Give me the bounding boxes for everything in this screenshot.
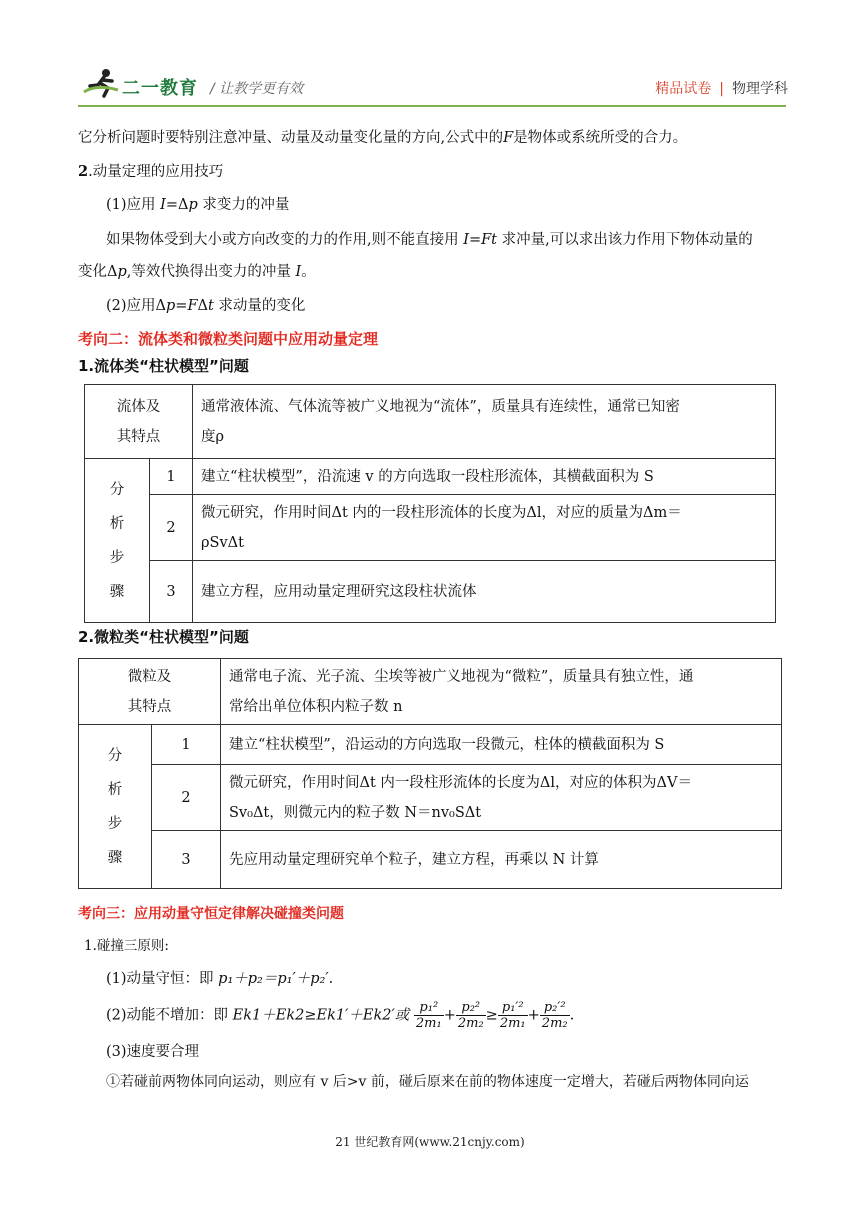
step-number: 2 xyxy=(150,495,193,561)
runner-logo-icon xyxy=(82,68,122,98)
feature-text-cell: 通常电子流、光子流、尘埃等被广义地视为“微粒”，质量具有独立性，通 常给出单位体积内粒子数 n xyxy=(221,659,782,725)
header-divider xyxy=(78,105,786,107)
fraction: $\frac{\text{p₁²}}{\text{2m₁}}$ xyxy=(415,1000,442,1031)
header-separator: | xyxy=(719,81,724,97)
step-text: 建立“柱状模型”，沿运动的方向选取一段微元，柱体的横截面积为 S xyxy=(221,725,782,765)
fraction: $\frac{\text{p₂²}}{\text{2m₂}}$ xyxy=(457,1000,484,1031)
paragraph-line: ①若碰前两物体同向运动，则应有 v 后>v 前，碰后原来在前的物体速度一定增大，若碰后两物体同向运 xyxy=(106,1074,749,1090)
step-text: 微元研究，作用时间Δt 内的一段柱形流体的长度为Δl，对应的质量为Δm＝ ρSvΔt xyxy=(193,495,776,561)
step-number: 3 xyxy=(152,831,221,889)
feature-label-cell: 微粒及 其特点 xyxy=(79,659,221,725)
feature-text-cell: 通常液体流、气体流等被广义地视为“流体”，质量具有连续性，通常已知密 度ρ xyxy=(193,385,776,459)
paragraph-line: (2)动能不增加：即 Ek1＋Ek2≥Ek1′＋Ek2′或 $\frac{\text{p₁²}}{\text{2m₁}}$ + $\frac{\text{p₂²}}{\text{2m₂}}$ ≥ $\frac{\text{p₁′²}}{\text{2m₁}}$ + $\frac{\text{p₂′²}}{\text{2m₂}}$ . xyxy=(106,1000,575,1031)
sub-heading: 1.流体类“柱状模型”问题 xyxy=(78,357,249,375)
feature-label-cell: 流体及 其特点 xyxy=(85,385,193,459)
paragraph-line: 变化Δp,等效代换得出变力的冲量 I。 xyxy=(78,264,316,280)
slogan: / 让教学更有效 xyxy=(210,81,304,97)
step-number: 1 xyxy=(152,725,221,765)
topic-heading: 考向二：流体类和微粒类问题中应用动量定理 xyxy=(78,330,379,348)
step-text: 建立方程，应用动量定理研究这段柱状流体 xyxy=(193,561,776,623)
paragraph-line: 它分析问题时要特别注意冲量、动量及动量变化量的方向,公式中的F是物体或系统所受的合力。 xyxy=(78,130,688,146)
header-label-a: 精品试卷 xyxy=(655,81,712,97)
step-number: 1 xyxy=(150,459,193,495)
steps-label-cell: 分 析 步 骤 xyxy=(79,725,152,889)
paragraph-line: 1.碰撞三原则: xyxy=(84,938,169,954)
page-header xyxy=(78,68,788,104)
fluid-model-table xyxy=(84,384,776,623)
paragraph-line: (2)应用Δp=FΔt 求动量的变化 xyxy=(106,298,306,314)
steps-label-cell: 分 析 步 骤 xyxy=(85,459,150,623)
page-footer: 21 世纪教育网(www.21cnjy.com) xyxy=(335,1135,525,1149)
section-heading: 2.动量定理的应用技巧 xyxy=(78,163,224,180)
step-number: 2 xyxy=(152,765,221,831)
particle-model-table xyxy=(78,658,782,889)
paragraph-line: (1)应用 I=Δp 求变力的冲量 xyxy=(106,197,290,213)
header-subject xyxy=(655,78,788,98)
header-label-b: 物理学科 xyxy=(732,81,788,97)
paragraph-line: 如果物体受到大小或方向改变的力的作用,则不能直接用 I=Ft 求冲量,可以求出该力作用下物体动量的 xyxy=(106,232,753,248)
sub-heading: 2.微粒类“柱状模型”问题 xyxy=(78,628,249,646)
step-text: 先应用动量定理研究单个粒子，建立方程，再乘以 N 计算 xyxy=(221,831,782,889)
fraction: $\frac{\text{p₂′²}}{\text{2m₂}}$ xyxy=(541,1000,568,1031)
fraction: $\frac{\text{p₁′²}}{\text{2m₁}}$ xyxy=(499,1000,526,1031)
paragraph-line: (1)动量守恒：即 p₁＋p₂＝p₁′＋p₂′. xyxy=(106,971,334,987)
step-text: 建立“柱状模型”，沿流速 v 的方向选取一段柱形流体，其横截面积为 S xyxy=(193,459,776,495)
topic-heading: 考向三：应用动量守恒定律解决碰撞类问题 xyxy=(78,906,344,922)
step-text: 微元研究，作用时间Δt 内一段柱形流体的长度为Δl，对应的体积为ΔV＝ Sv₀Δt，则微元内的粒子数 N＝nv₀SΔt xyxy=(221,765,782,831)
paragraph-line: (3)速度要合理 xyxy=(106,1044,200,1060)
logo-text: 二一教育 xyxy=(122,78,198,99)
step-number: 3 xyxy=(150,561,193,623)
